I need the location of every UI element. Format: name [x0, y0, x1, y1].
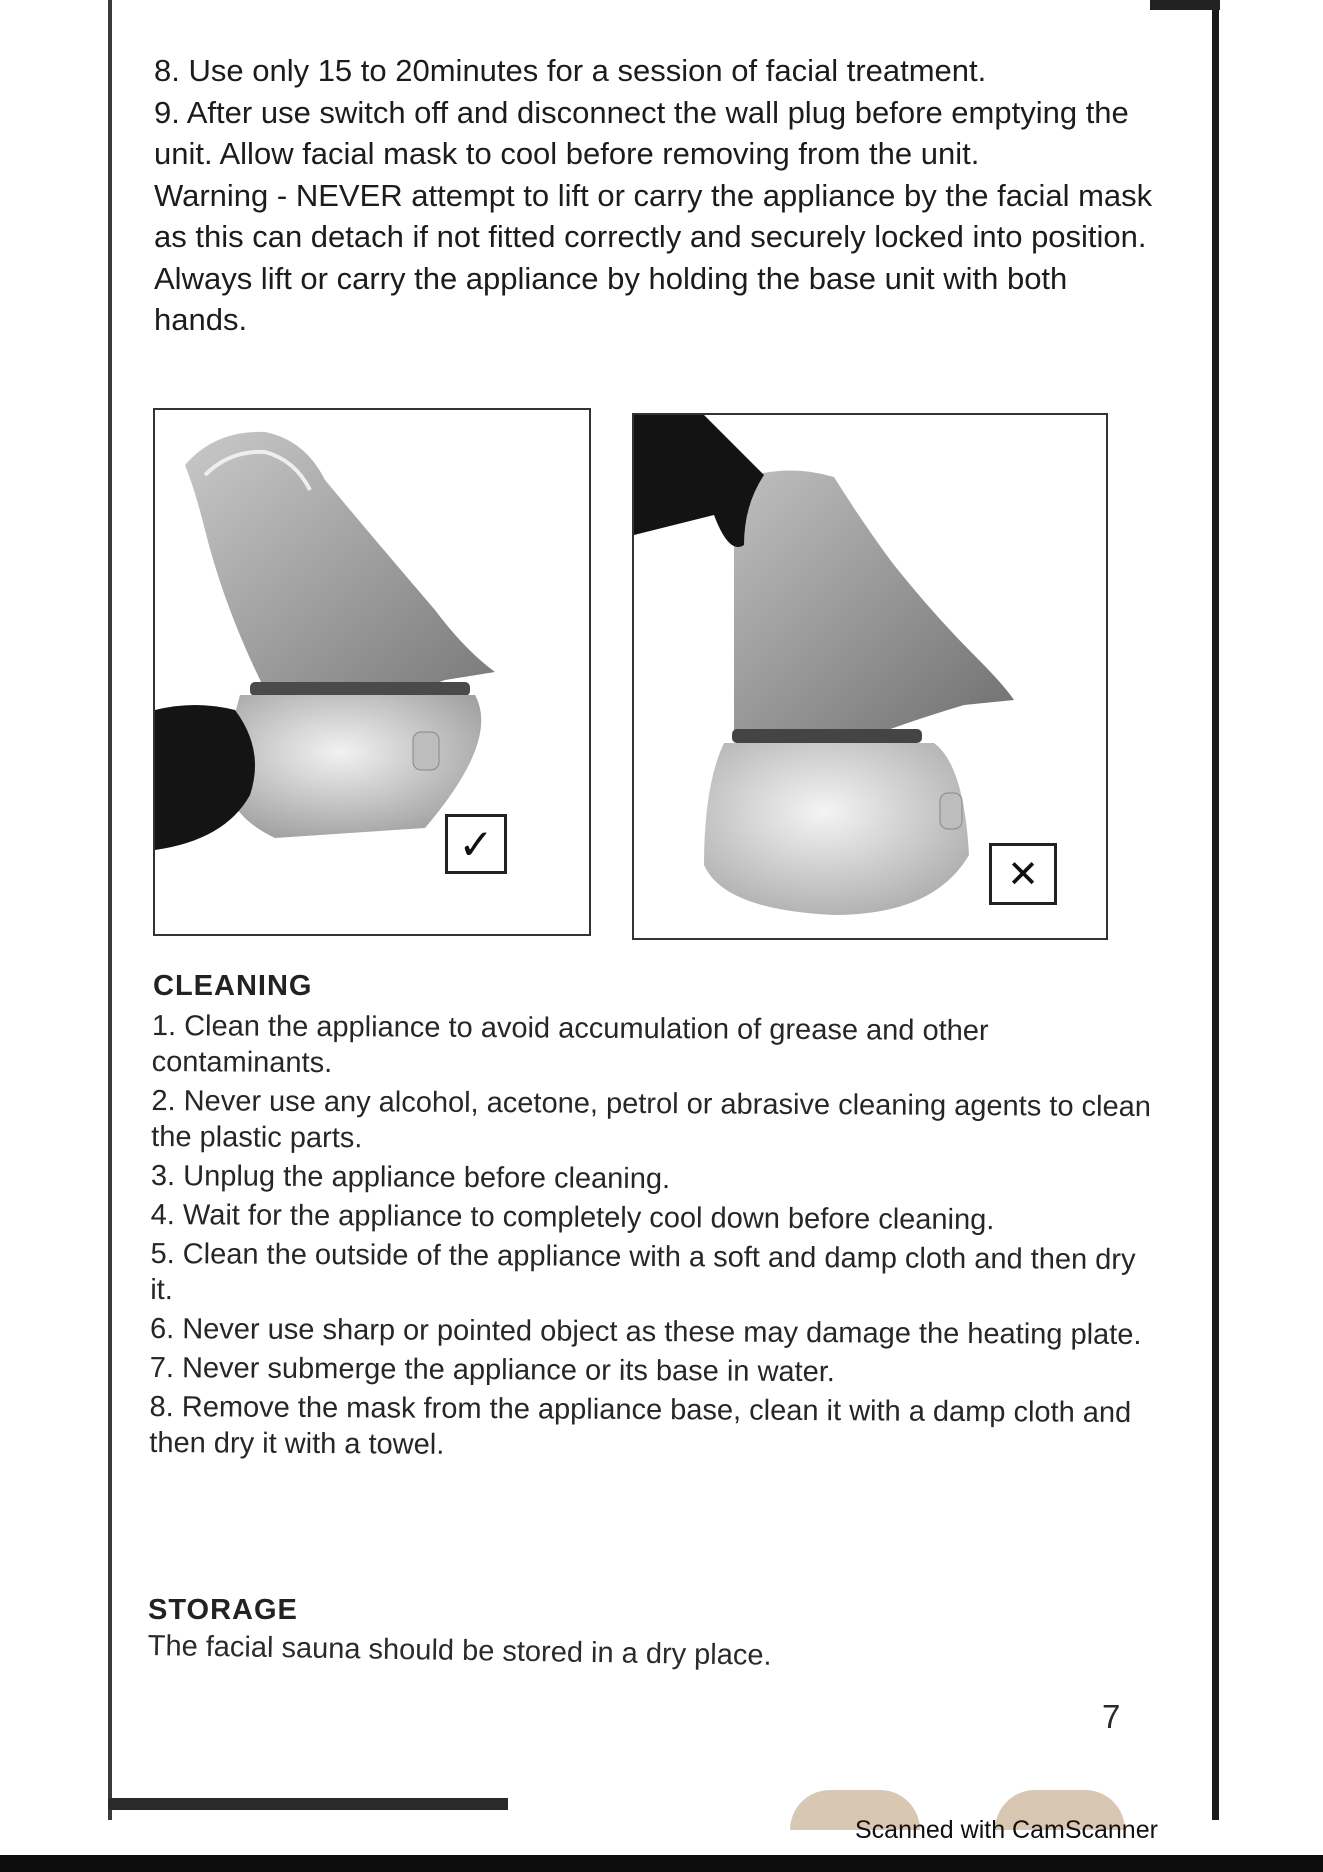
instruction-item-9: 9. After use switch off and disconnect the wall plug before emptying the unit. Allow facial mask to cool before removing from the unit.: [154, 94, 1129, 171]
checkmark-box: [445, 814, 507, 874]
storage-heading: STORAGE: [148, 1594, 298, 1626]
scanner-watermark: Scanned with CamScanner: [855, 1816, 1158, 1844]
cleaning-item-1: 1. Clean the appliance to avoid accumulation of grease and other contaminants.: [151, 1009, 989, 1080]
figure-incorrect-carry: [632, 413, 1108, 940]
cleaning-item-4: 4. Wait for the appliance to completely cool down before cleaning.: [150, 1198, 995, 1237]
cleaning-heading: CLEANING: [153, 970, 313, 1002]
page-corner-shadow: [1150, 0, 1220, 10]
checkmark-icon: ✓: [458, 819, 494, 869]
bottom-bar: [0, 1855, 1323, 1872]
steamer-illustration-correct: [155, 410, 589, 934]
cleaning-item-5: 5. Clean the outside of the appliance with a soft and damp cloth and then dry it.: [150, 1237, 1136, 1307]
cross-box: [989, 843, 1057, 905]
page-edge-right: [1212, 0, 1219, 1820]
cross-icon: ✕: [1007, 852, 1039, 896]
page-bottom-edge: [108, 1798, 508, 1810]
page-number: 7: [1102, 1698, 1121, 1735]
page-edge-left: [108, 0, 112, 1820]
storage-text: The facial sauna should be stored in a dry place.: [147, 1630, 772, 1672]
instructions-text-block: [154, 50, 1164, 341]
instruction-item-8: 8. Use only 15 to 20minutes for a session of facial treatment.: [154, 53, 987, 88]
cleaning-item-8: 8. Remove the mask from the appliance base, clean it with a damp cloth and then dry it with a towel.: [149, 1390, 1132, 1461]
cleaning-item-3: 3. Unplug the appliance before cleaning.: [150, 1159, 671, 1196]
cleaning-item-7: 7. Never submerge the appliance or its base in water.: [149, 1351, 835, 1389]
figure-correct-carry: [153, 408, 591, 936]
cleaning-item-2: 2. Never use any alcohol, acetone, petrol or abrasive cleaning agents to clean the plastic parts.: [151, 1084, 1152, 1155]
warning-paragraph: Warning - NEVER attempt to lift or carry the appliance by the facial mask as this can detach if not fitted correctly and securely locked into position. Always lift or carry the appliance by holding the base unit with both hands.: [154, 177, 1153, 337]
cleaning-item-6: 6. Never use sharp or pointed object as these may damage the heating plate.: [149, 1312, 1142, 1352]
cleaning-list: [149, 1008, 1152, 1470]
